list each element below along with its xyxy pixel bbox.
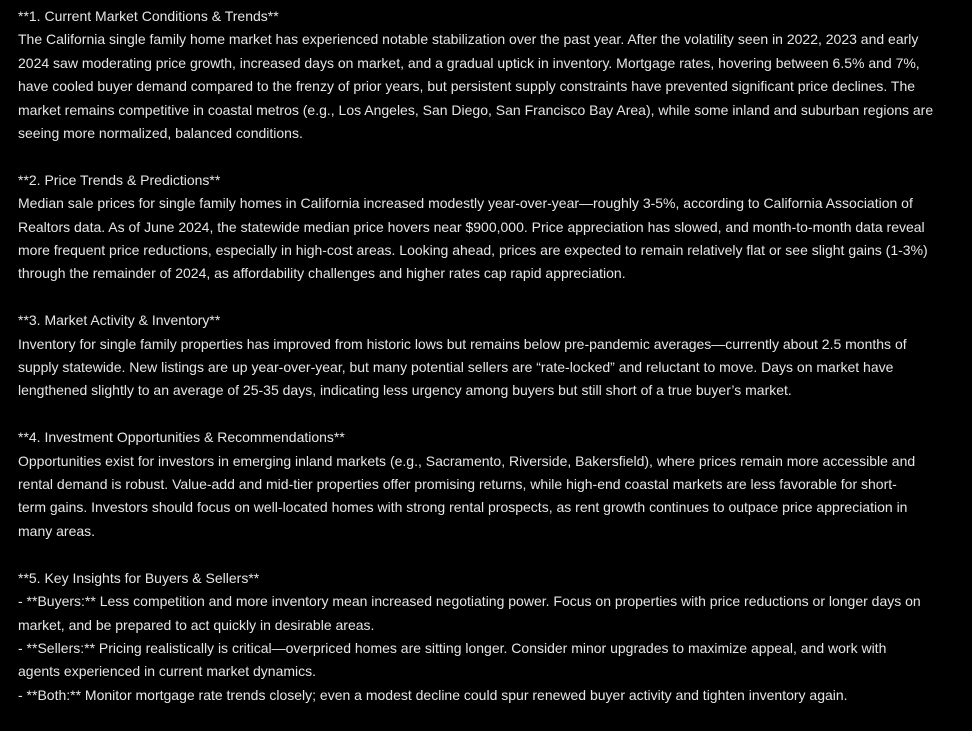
paragraph-line: Median sale prices for single family homes in California increased modestly year-over-year—roughly 3-5%, according to California Association of: [18, 195, 913, 212]
paragraph-line: have cooled buyer demand compared to the frenzy of prior years, but persistent supply constraints have prevented significant price declines. The: [18, 78, 916, 95]
paragraph-line: Realtors data. As of June 2024, the statewide median price hovers near $900,000. Price appreciation has slowed, and month-to-month data reveal: [18, 218, 925, 235]
section-investment-opportunities: [18, 426, 958, 543]
section-market-activity: [18, 309, 958, 403]
bullet-line: - **Sellers:** Pricing realistically is critical—overpriced homes are sitting longer. Consider minor upgrades to maximize appeal, and work with: [18, 639, 887, 656]
paragraph-line: many areas.: [18, 522, 96, 539]
paragraph-line: rental demand is robust. Value-add and mid-tier properties offer promising returns, while high-end coastal markets are less favorable for short-: [18, 476, 897, 493]
paragraph-line: Opportunities exist for investors in emerging inland markets (e.g., Sacramento, Riverside, Bakersfield), where prices remain more accessible and: [18, 452, 916, 469]
paragraph-line: term gains. Investors should focus on well-located homes with strong rental prospects, as rent growth continues to outpace price appreciation in: [18, 499, 908, 516]
section-heading: **5. Key Insights for Buyers & Sellers**: [18, 569, 260, 586]
section-price-trends: [18, 169, 958, 286]
bullet-line: market, and be prepared to act quickly in desirable areas.: [18, 616, 375, 633]
section-heading: **1. Current Market Conditions & Trends**: [18, 8, 279, 24]
section-heading: **4. Investment Opportunities & Recommendations**: [18, 429, 345, 446]
bullet-line: - **Buyers:** Less competition and more inventory mean increased negotiating power. Focus on properties with price reductions or longer days on: [18, 593, 921, 610]
paragraph-line: Inventory for single family properties has improved from historic lows but remains below pre-pandemic averages—currently about 2.5 months of: [18, 335, 907, 352]
section-market-conditions: [18, 5, 958, 145]
section-key-insights: [18, 567, 958, 707]
paragraph-line: market remains competitive in coastal metros (e.g., Los Angeles, San Diego, San Francisco Bay Area), while some inland and suburban regions are: [18, 101, 934, 118]
paragraph-line: seeing more normalized, balanced conditions.: [18, 125, 303, 142]
section-heading: **2. Price Trends & Predictions**: [18, 171, 221, 188]
section-heading: **3. Market Activity & Inventory**: [18, 312, 221, 329]
paragraph-line: through the remainder of 2024, as affordability challenges and higher rates cap rapid appreciation.: [18, 265, 626, 282]
paragraph-line: supply statewide. New listings are up year-over-year, but many potential sellers are “rate-locked” and reluctant to move. Days on market have: [18, 359, 894, 376]
paragraph-line: The California single family home market has experienced notable stabilization over the past year. After the volatility seen in 2022, 2023 and early: [18, 31, 919, 48]
paragraph-line: more frequent price reductions, especially in high-cost areas. Looking ahead, prices are expected to remain relatively flat or see slight gains (1-3%): [18, 242, 928, 259]
bullet-line: agents experienced in current market dynamics.: [18, 663, 317, 680]
paragraph-line: 2024 saw moderating price growth, increased days on market, and a gradual uptick in inventory. Mortgage rates, hovering between 6.5% and 7%,: [18, 54, 920, 71]
paragraph-line: lengthened slightly to an average of 25-35 days, indicating less urgency among buyers but still short of a true buyer’s market.: [18, 382, 792, 399]
bullet-line: - **Both:** Monitor mortgage rate trends closely; even a modest decline could spur renewed buyer activity and tighten inventory again.: [18, 686, 848, 703]
report-text: [18, 5, 958, 731]
